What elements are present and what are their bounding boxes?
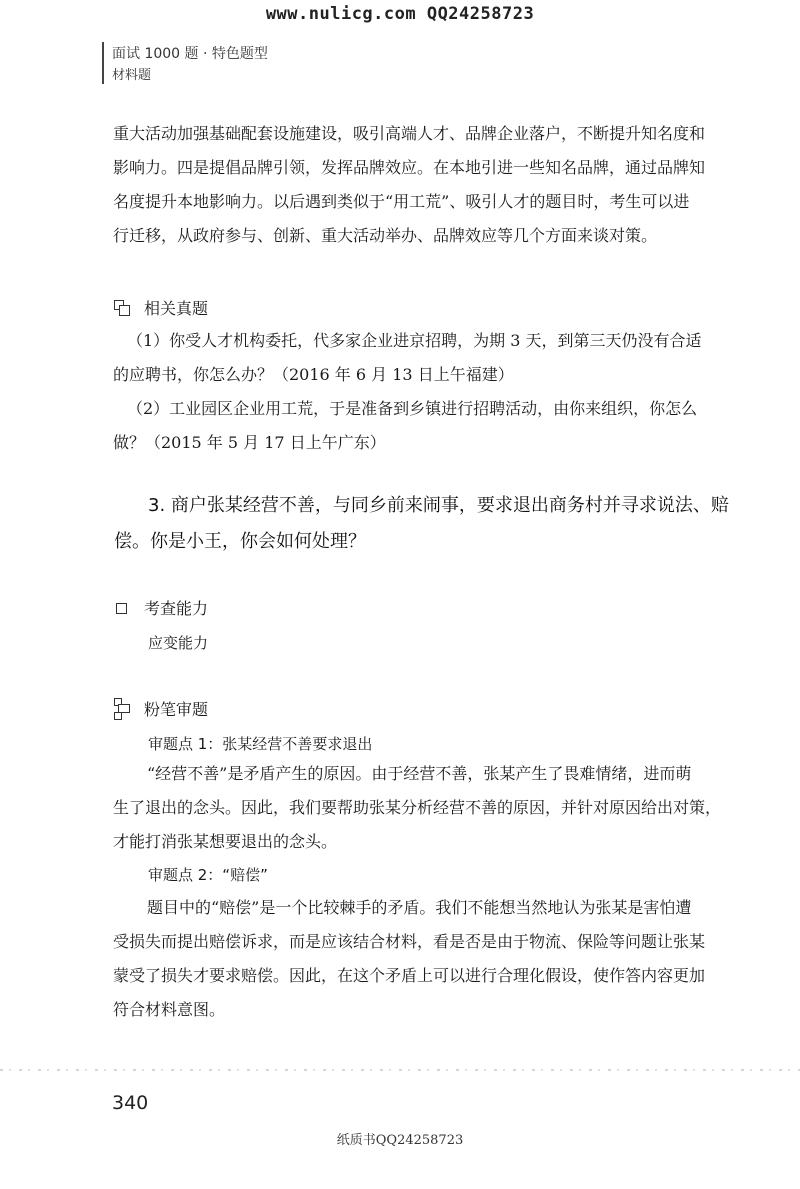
text-line: 符合材料意图。 [113,1000,226,1019]
analysis-point-2-title: 审题点 2：“赔偿” [148,866,268,884]
section-title: 考查能力 [144,599,209,618]
text-line: 影响力。四是提倡品牌引领，发挥品牌效应。在本地引进一些知名品牌，通过品牌知 [113,158,706,177]
scan-noise-line [0,1069,800,1071]
footer-watermark: 纸质书QQ24258723 [336,1133,464,1148]
section-bullet-icon [114,698,130,720]
text-line: 受损失而提出赔偿诉求，而是应该结合材料，看是否是由于物流、保险等问题让张某 [113,932,706,951]
header-rule [102,42,104,84]
related-question-2 [113,392,733,460]
section-title: 粉笔审题 [144,700,209,719]
intro-paragraph [113,117,733,253]
text-line: 行迁移，从政府参与、创新、重大活动举办、品牌效应等几个方面来谈对策。 [113,226,658,245]
text-line: 名度提升本地影响力。以后遇到类似于“用工荒”、吸引人才的题目时，考生可以进 [113,192,690,211]
related-questions-heading [114,296,208,319]
text-line: 重大活动加强基础配套设施建设，吸引高端人才、品牌企业落户，不断提升知名度和 [113,124,706,143]
text-line: 生了退出的念头。因此，我们要帮助张某分析经营不善的原因，并针对原因给出对策， [113,798,722,817]
running-header-subtitle: 材料题 [112,68,152,83]
question-line: 偿。你是小王，你会如何处理？ [114,531,366,552]
text-line: （1）你受人才机构委托，代多家企业进京招聘，为期 3 天，到第三天仍没有合适 [127,331,702,350]
text-line: “经营不善”是矛盾产生的原因。由于经营不善，张某产生了畏难情绪，进而萌 [147,764,692,783]
ability-value: 应变能力 [148,634,209,652]
question-title [114,488,738,560]
section-bullet-icon [114,300,130,316]
analysis-heading [114,697,208,720]
question-line: 3. 商户张某经营不善，与同乡前来闹事，要求退出商务村并寻求说法、赔 [148,495,729,516]
section-title: 相关真题 [144,299,209,318]
text-line: 做？（2015 年 5 月 17 日上午广东） [113,433,386,452]
page-number: 340 [112,1092,149,1114]
top-watermark: www.nulicg.com QQ24258723 [265,4,535,24]
text-line: 的应聘书，你怎么办？（2016 年 6 月 13 日上午福建） [113,365,514,384]
text-line: 才能打消张某想要退出的念头。 [113,832,338,851]
running-header-title: 面试 1000 题 · 特色题型 [112,46,268,62]
analysis-point-1-title: 审题点 1：张某经营不善要求退出 [148,735,373,753]
text-line: 蒙受了损失才要求赔偿。因此，在这个矛盾上可以进行合理化假设，使作答内容更加 [113,966,706,985]
ability-heading [114,596,208,619]
section-bullet-icon [114,600,130,616]
analysis-point-2-text [113,891,733,1027]
analysis-point-1-text [113,757,733,859]
text-line: （2）工业园区企业用工荒，于是准备到乡镇进行招聘活动，由你来组织，你怎么 [127,399,698,418]
text-line: 题目中的“赔偿”是一个比较棘手的矛盾。我们不能想当然地认为张某是害怕遭 [147,898,692,917]
related-question-1 [113,324,733,392]
